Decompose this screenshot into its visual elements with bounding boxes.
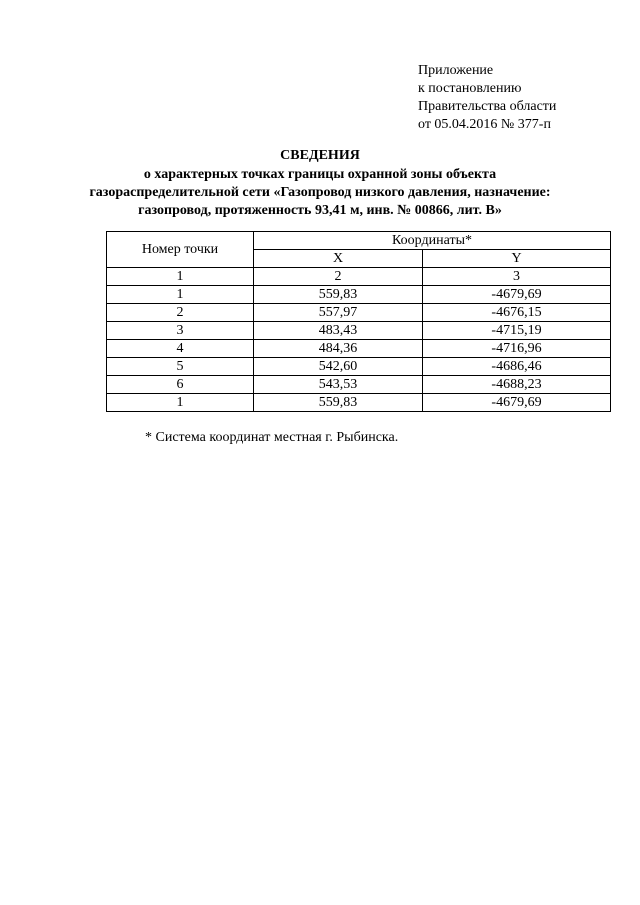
y-cell: -4679,69 — [423, 394, 611, 412]
document-heading: СВЕДЕНИЯ — [280, 148, 360, 163]
y-cell: -4686,46 — [423, 358, 611, 376]
document-subtitle-line-3: газопровод, протяженность 93,41 м, инв. № 00866, лит. В» — [138, 203, 502, 218]
header-x: X — [254, 250, 423, 268]
y-cell: -4679,69 — [423, 286, 611, 304]
column-number-row — [107, 268, 611, 286]
y-cell: -4676,15 — [423, 304, 611, 322]
table-row — [107, 358, 611, 376]
table-row — [107, 376, 611, 394]
point-number-cell: 1 — [107, 394, 254, 412]
table-row — [107, 340, 611, 358]
point-number-cell: 5 — [107, 358, 254, 376]
point-number-cell: 3 — [107, 322, 254, 340]
column-number-2: 2 — [254, 268, 423, 286]
coordinates-table — [106, 231, 611, 412]
point-number-cell: 2 — [107, 304, 254, 322]
appendix-line-2: к постановлению — [418, 81, 522, 96]
header-coordinates: Координаты* — [254, 232, 611, 250]
column-number-1: 1 — [107, 268, 254, 286]
appendix-line-3: Правительства области — [418, 99, 557, 114]
x-cell: 484,36 — [254, 340, 423, 358]
header-y: Y — [423, 250, 611, 268]
header-point-number: Номер точки — [107, 232, 254, 268]
table-header-row — [107, 232, 611, 250]
point-number-cell: 1 — [107, 286, 254, 304]
point-number-cell: 6 — [107, 376, 254, 394]
x-cell: 557,97 — [254, 304, 423, 322]
x-cell: 542,60 — [254, 358, 423, 376]
y-cell: -4715,19 — [423, 322, 611, 340]
column-number-3: 3 — [423, 268, 611, 286]
document-subtitle-line-2: газораспределительной сети «Газопровод низкого давления, назначение: — [89, 185, 551, 200]
coordinate-system-footnote: * Система координат местная г. Рыбинска. — [145, 430, 399, 445]
y-cell: -4716,96 — [423, 340, 611, 358]
appendix-block — [418, 62, 556, 134]
document-subtitle-line-1: о характерных точках границы охранной зоны объекта — [143, 167, 497, 182]
appendix-line-4: от 05.04.2016 № 377-п — [418, 117, 551, 132]
table-row — [107, 322, 611, 340]
table-row — [107, 304, 611, 322]
x-cell: 483,43 — [254, 322, 423, 340]
appendix-line-1: Приложение — [418, 63, 494, 78]
x-cell: 559,83 — [254, 394, 423, 412]
x-cell: 559,83 — [254, 286, 423, 304]
y-cell: -4688,23 — [423, 376, 611, 394]
x-cell: 543,53 — [254, 376, 423, 394]
table-row — [107, 394, 611, 412]
table-row — [107, 286, 611, 304]
point-number-cell: 4 — [107, 340, 254, 358]
